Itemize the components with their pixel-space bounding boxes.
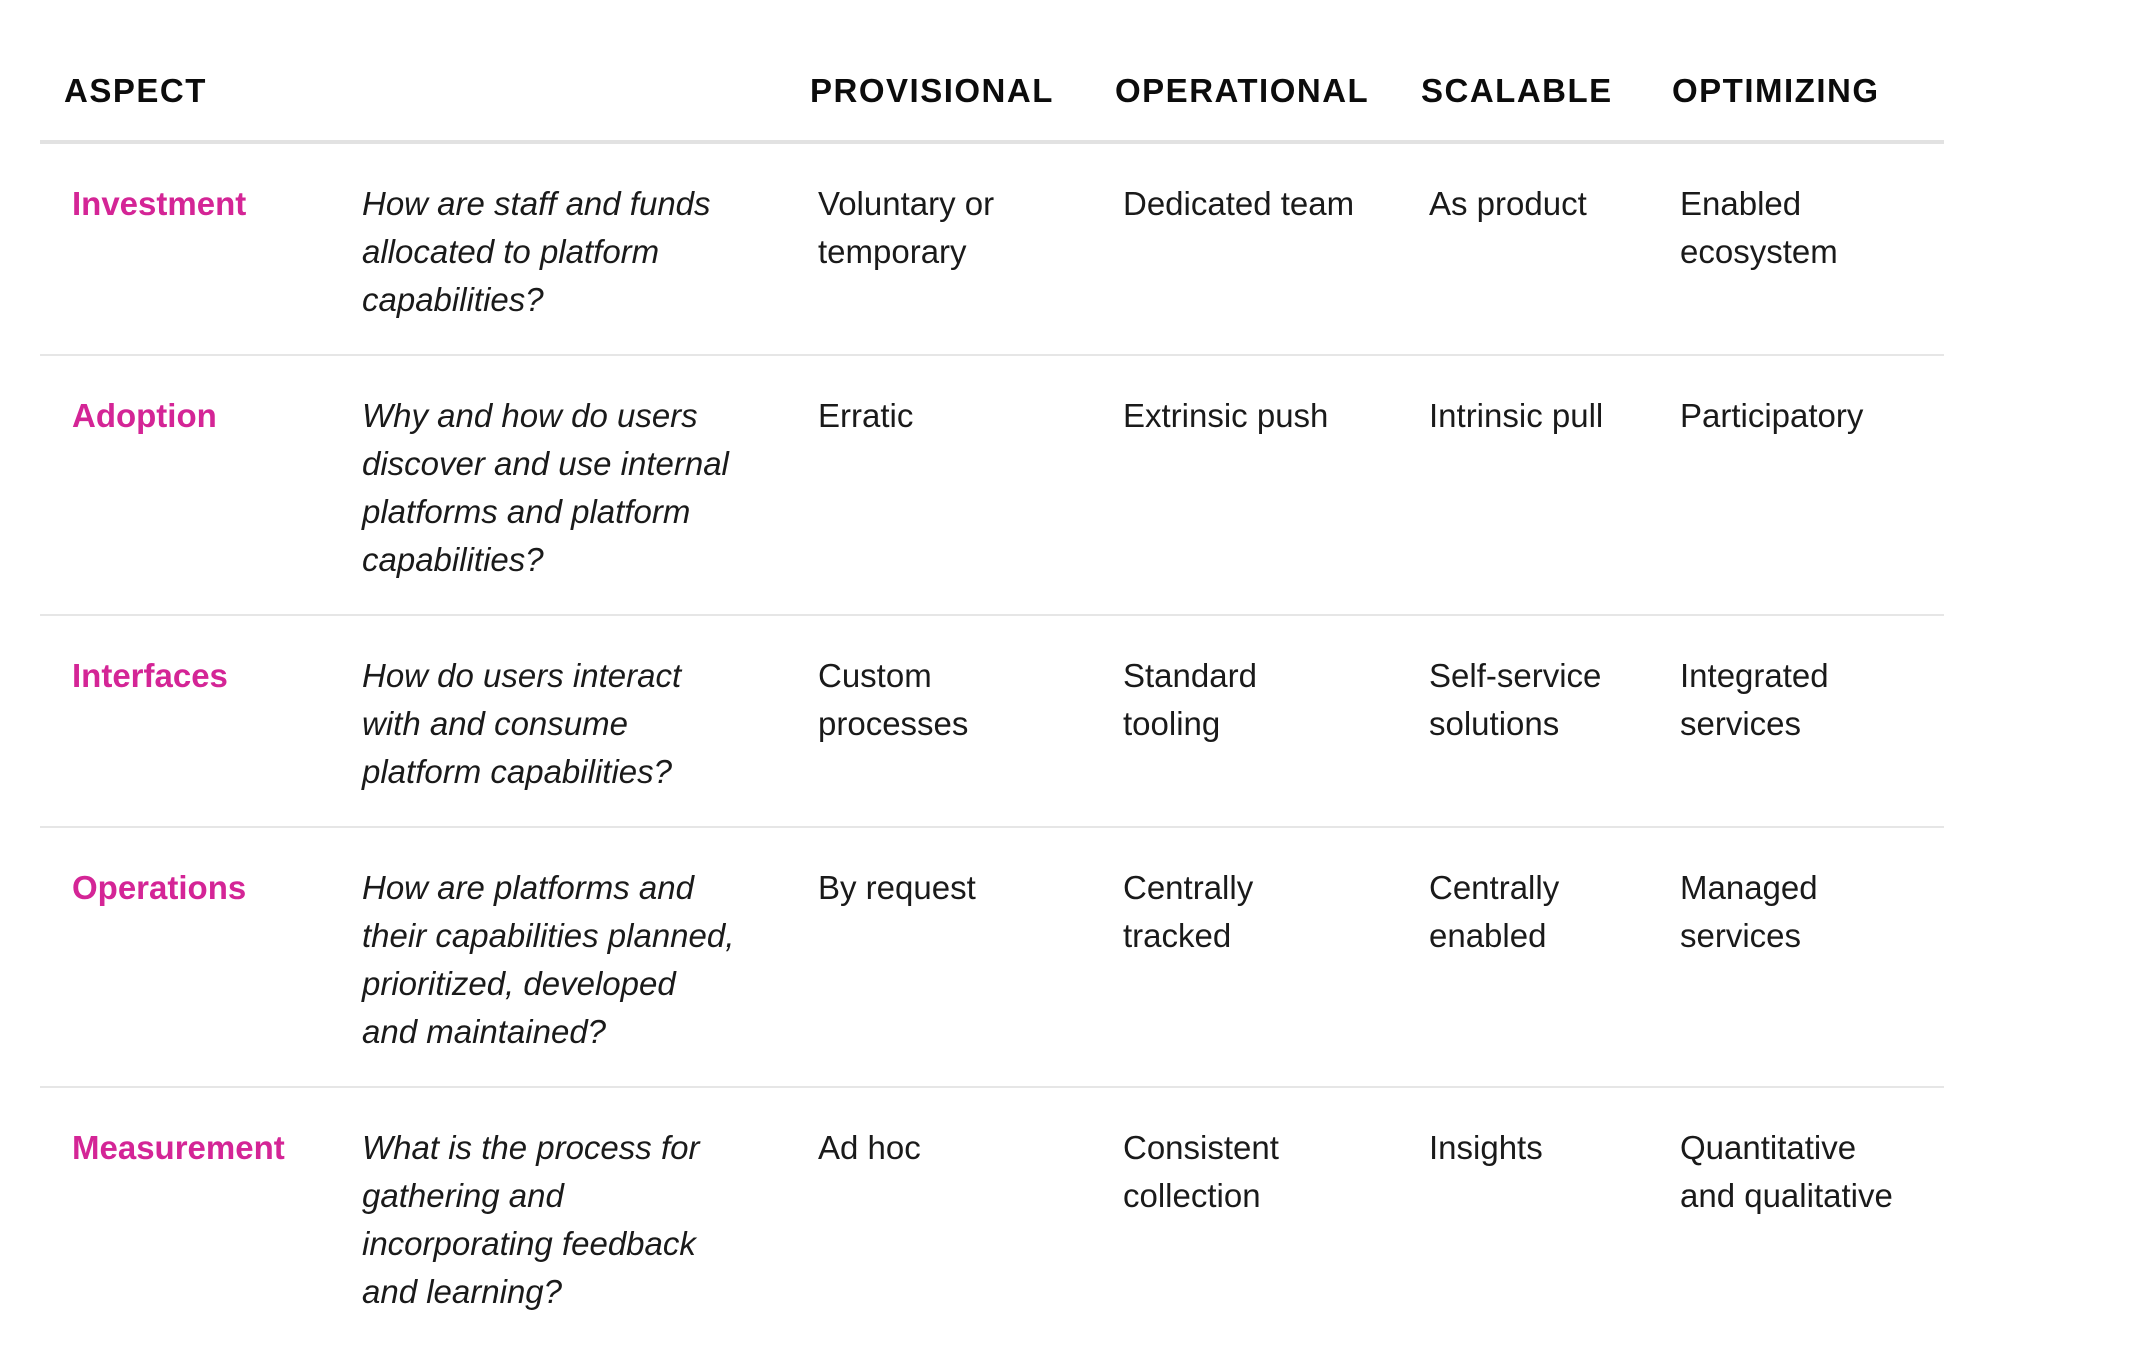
question-line: How are platforms and xyxy=(362,869,694,906)
optimizing-cell xyxy=(1680,392,1940,440)
cell-line: Voluntary or xyxy=(818,185,995,222)
cell-line: Self-service xyxy=(1429,657,1602,694)
cell-line: Integrated xyxy=(1680,657,1829,694)
header-optimizing: OPTIMIZING xyxy=(1672,72,1880,109)
cell-line: Dedicated team xyxy=(1123,185,1355,222)
question-line: and learning? xyxy=(362,1273,562,1310)
provisional-cell xyxy=(818,180,1078,276)
cell-line: As product xyxy=(1429,185,1587,222)
question-line: How do users interact xyxy=(362,657,682,694)
table-row xyxy=(40,356,1944,616)
cell-line: temporary xyxy=(818,233,967,270)
question-line: and maintained? xyxy=(362,1013,607,1050)
header-provisional: PROVISIONAL xyxy=(810,72,1054,109)
cell-line: solutions xyxy=(1429,705,1560,742)
scalable-cell xyxy=(1429,392,1659,440)
cell-line: Insights xyxy=(1429,1129,1543,1166)
aspect-question xyxy=(362,392,782,584)
question-line: How are staff and funds xyxy=(362,185,711,222)
question-line: discover and use internal xyxy=(362,445,729,482)
cell-line: Extrinsic push xyxy=(1123,397,1329,434)
cell-line: Centrally xyxy=(1123,869,1254,906)
optimizing-cell xyxy=(1680,1124,1940,1220)
maturity-table xyxy=(40,0,1944,1346)
aspect-question xyxy=(362,864,782,1056)
header-aspect: ASPECT xyxy=(64,72,207,109)
table-row xyxy=(40,144,1944,356)
cell-line: enabled xyxy=(1429,917,1547,954)
cell-line: By request xyxy=(818,869,976,906)
question-line: capabilities? xyxy=(362,541,544,578)
provisional-cell xyxy=(818,1124,1078,1172)
cell-line: Enabled xyxy=(1680,185,1802,222)
cell-line: Standard xyxy=(1123,657,1257,694)
question-line: gathering and xyxy=(362,1177,564,1214)
question-line: prioritized, developed xyxy=(362,965,676,1002)
cell-line: processes xyxy=(818,705,969,742)
question-line: What is the process for xyxy=(362,1129,700,1166)
scalable-cell xyxy=(1429,864,1659,960)
question-line: Why and how do users xyxy=(362,397,698,434)
question-line: platform capabilities? xyxy=(362,753,672,790)
aspect-label: Operations xyxy=(72,869,247,906)
aspect-question xyxy=(362,180,782,324)
cell-line: collection xyxy=(1123,1177,1261,1214)
optimizing-cell xyxy=(1680,180,1940,276)
question-line: incorporating feedback xyxy=(362,1225,696,1262)
cell-line: Ad hoc xyxy=(818,1129,921,1166)
aspect-label: Measurement xyxy=(72,1129,285,1166)
cell-line: Participatory xyxy=(1680,397,1864,434)
cell-line: tooling xyxy=(1123,705,1221,742)
cell-line: Intrinsic pull xyxy=(1429,397,1604,434)
aspect-label: Adoption xyxy=(72,397,217,434)
operational-cell xyxy=(1123,864,1403,960)
table-row xyxy=(40,1088,1944,1346)
optimizing-cell xyxy=(1680,864,1940,960)
provisional-cell xyxy=(818,864,1078,912)
cell-line: tracked xyxy=(1123,917,1232,954)
provisional-cell xyxy=(818,392,1078,440)
cell-line: and qualitative xyxy=(1680,1177,1893,1214)
aspect-question xyxy=(362,1124,782,1316)
question-line: capabilities? xyxy=(362,281,544,318)
question-line: platforms and platform xyxy=(362,493,691,530)
table-row xyxy=(40,828,1944,1088)
scalable-cell xyxy=(1429,652,1659,748)
question-line: allocated to platform xyxy=(362,233,660,270)
operational-cell xyxy=(1123,392,1403,440)
cell-line: Quantitative xyxy=(1680,1129,1857,1166)
table-header-row xyxy=(40,0,1944,144)
provisional-cell xyxy=(818,652,1078,748)
header-scalable: SCALABLE xyxy=(1421,72,1613,109)
operational-cell xyxy=(1123,652,1403,748)
cell-line: services xyxy=(1680,705,1802,742)
question-line: with and consume xyxy=(362,705,628,742)
optimizing-cell xyxy=(1680,652,1940,748)
cell-line: Consistent xyxy=(1123,1129,1279,1166)
scalable-cell xyxy=(1429,1124,1659,1172)
scalable-cell xyxy=(1429,180,1659,228)
aspect-label: Investment xyxy=(72,185,247,222)
cell-line: ecosystem xyxy=(1680,233,1838,270)
operational-cell xyxy=(1123,180,1403,228)
cell-line: Custom xyxy=(818,657,932,694)
operational-cell xyxy=(1123,1124,1403,1220)
cell-line: Erratic xyxy=(818,397,914,434)
header-operational: OPERATIONAL xyxy=(1115,72,1370,109)
cell-line: Managed xyxy=(1680,869,1818,906)
cell-line: Centrally xyxy=(1429,869,1560,906)
aspect-question xyxy=(362,652,782,796)
cell-line: services xyxy=(1680,917,1802,954)
aspect-label: Interfaces xyxy=(72,657,228,694)
table-row xyxy=(40,616,1944,828)
question-line: their capabilities planned, xyxy=(362,917,735,954)
